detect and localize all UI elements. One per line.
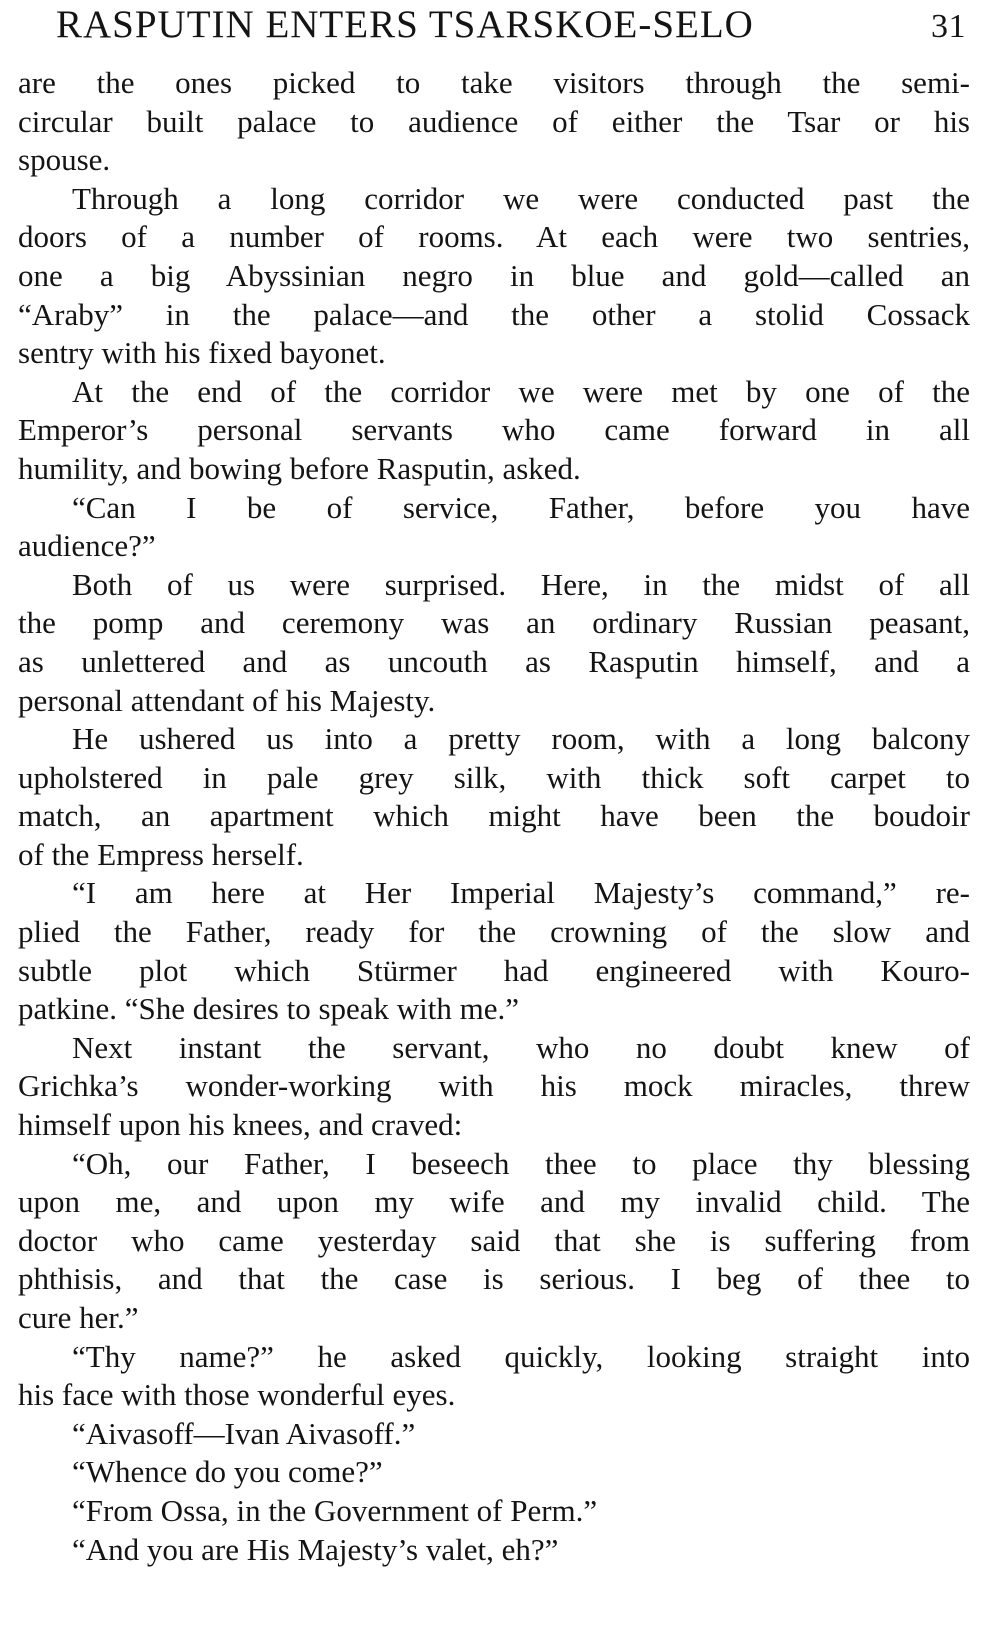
text-line: the pomp and ceremony was an ordinary Russian peasant, xyxy=(18,605,970,641)
text-line: doors of a number of rooms. At each were two sentries, xyxy=(18,219,970,255)
text-line: plied the Father, ready for the crowning of the slow and xyxy=(18,914,970,950)
text-line: “Can I be of service, Father, before you have xyxy=(72,489,970,525)
text-line: as unlettered and as uncouth as Rasputin himself, and a xyxy=(18,643,970,679)
text-line: of the Empress herself. xyxy=(18,836,304,872)
text-line: “Whence do you come?” xyxy=(72,1454,383,1490)
text-line: humility, and bowing before Rasputin, asked. xyxy=(18,450,581,486)
text-line: Both of us were surprised. Here, in the midst of all xyxy=(72,566,970,602)
text-line: subtle plot which Stürmer had engineered with Kouro- xyxy=(18,952,970,988)
running-head xyxy=(56,2,970,46)
text-line: Grichka’s wonder-working with his mock miracles, threw xyxy=(18,1068,970,1104)
text-line: circular built palace to audience of either the Tsar or his xyxy=(18,103,970,139)
text-line: are the ones picked to take visitors through the semi- xyxy=(18,65,970,100)
text-line: He ushered us into a pretty room, with a long balcony xyxy=(72,721,970,757)
text-line: match, an apartment which might have been the boudoir xyxy=(18,798,970,834)
text-line: “I am here at Her Imperial Majesty’s command,” re- xyxy=(72,875,970,911)
text-line: phthisis, and that the case is serious. I beg of thee to xyxy=(18,1261,970,1297)
text-line: Through a long corridor we were conducted past the xyxy=(72,180,970,216)
body-text xyxy=(18,64,970,1569)
page-number: 31 xyxy=(931,8,966,45)
text-line: “Oh, our Father, I beseech thee to place thy blessing xyxy=(72,1145,970,1181)
text-line: “From Ossa, in the Government of Perm.” xyxy=(72,1492,598,1528)
text-line: patkine. “She desires to speak with me.” xyxy=(18,991,520,1027)
text-line: Next instant the servant, who no doubt knew of xyxy=(72,1029,970,1065)
text-line: upon me, and upon my wife and my invalid child. The xyxy=(18,1184,970,1220)
text-line: sentry with his fixed bayonet. xyxy=(18,335,386,371)
book-page xyxy=(18,0,970,1639)
text-line: cure her.” xyxy=(18,1300,139,1335)
text-line: audience?” xyxy=(18,528,156,564)
text-line: “Aivasoff—Ivan Aivasoff.” xyxy=(72,1415,416,1451)
text-line: “Thy name?” he asked quickly, looking straight into xyxy=(72,1338,970,1374)
text-line: his face with those wonderful eyes. xyxy=(18,1377,456,1413)
text-line: “Araby” in the palace—and the other a stolid Cossack xyxy=(18,296,970,332)
text-line: Emperor’s personal servants who came forward in all xyxy=(18,412,970,448)
text-line: himself upon his knees, and craved: xyxy=(18,1107,463,1143)
text-line: “And you are His Majesty’s valet, eh?” xyxy=(72,1531,559,1567)
running-head-title: RASPUTIN ENTERS TSARSKOE-SELO xyxy=(56,3,754,46)
text-line: one a big Abyssinian negro in blue and gold—called an xyxy=(18,257,970,293)
text-line: personal attendant of his Majesty. xyxy=(18,682,436,718)
text-line: spouse. xyxy=(18,142,111,178)
text-line: doctor who came yesterday said that she is suffering from xyxy=(18,1222,970,1258)
text-line: upholstered in pale grey silk, with thick soft carpet to xyxy=(18,759,970,795)
text-line: At the end of the corridor we were met by one of the xyxy=(72,373,970,409)
